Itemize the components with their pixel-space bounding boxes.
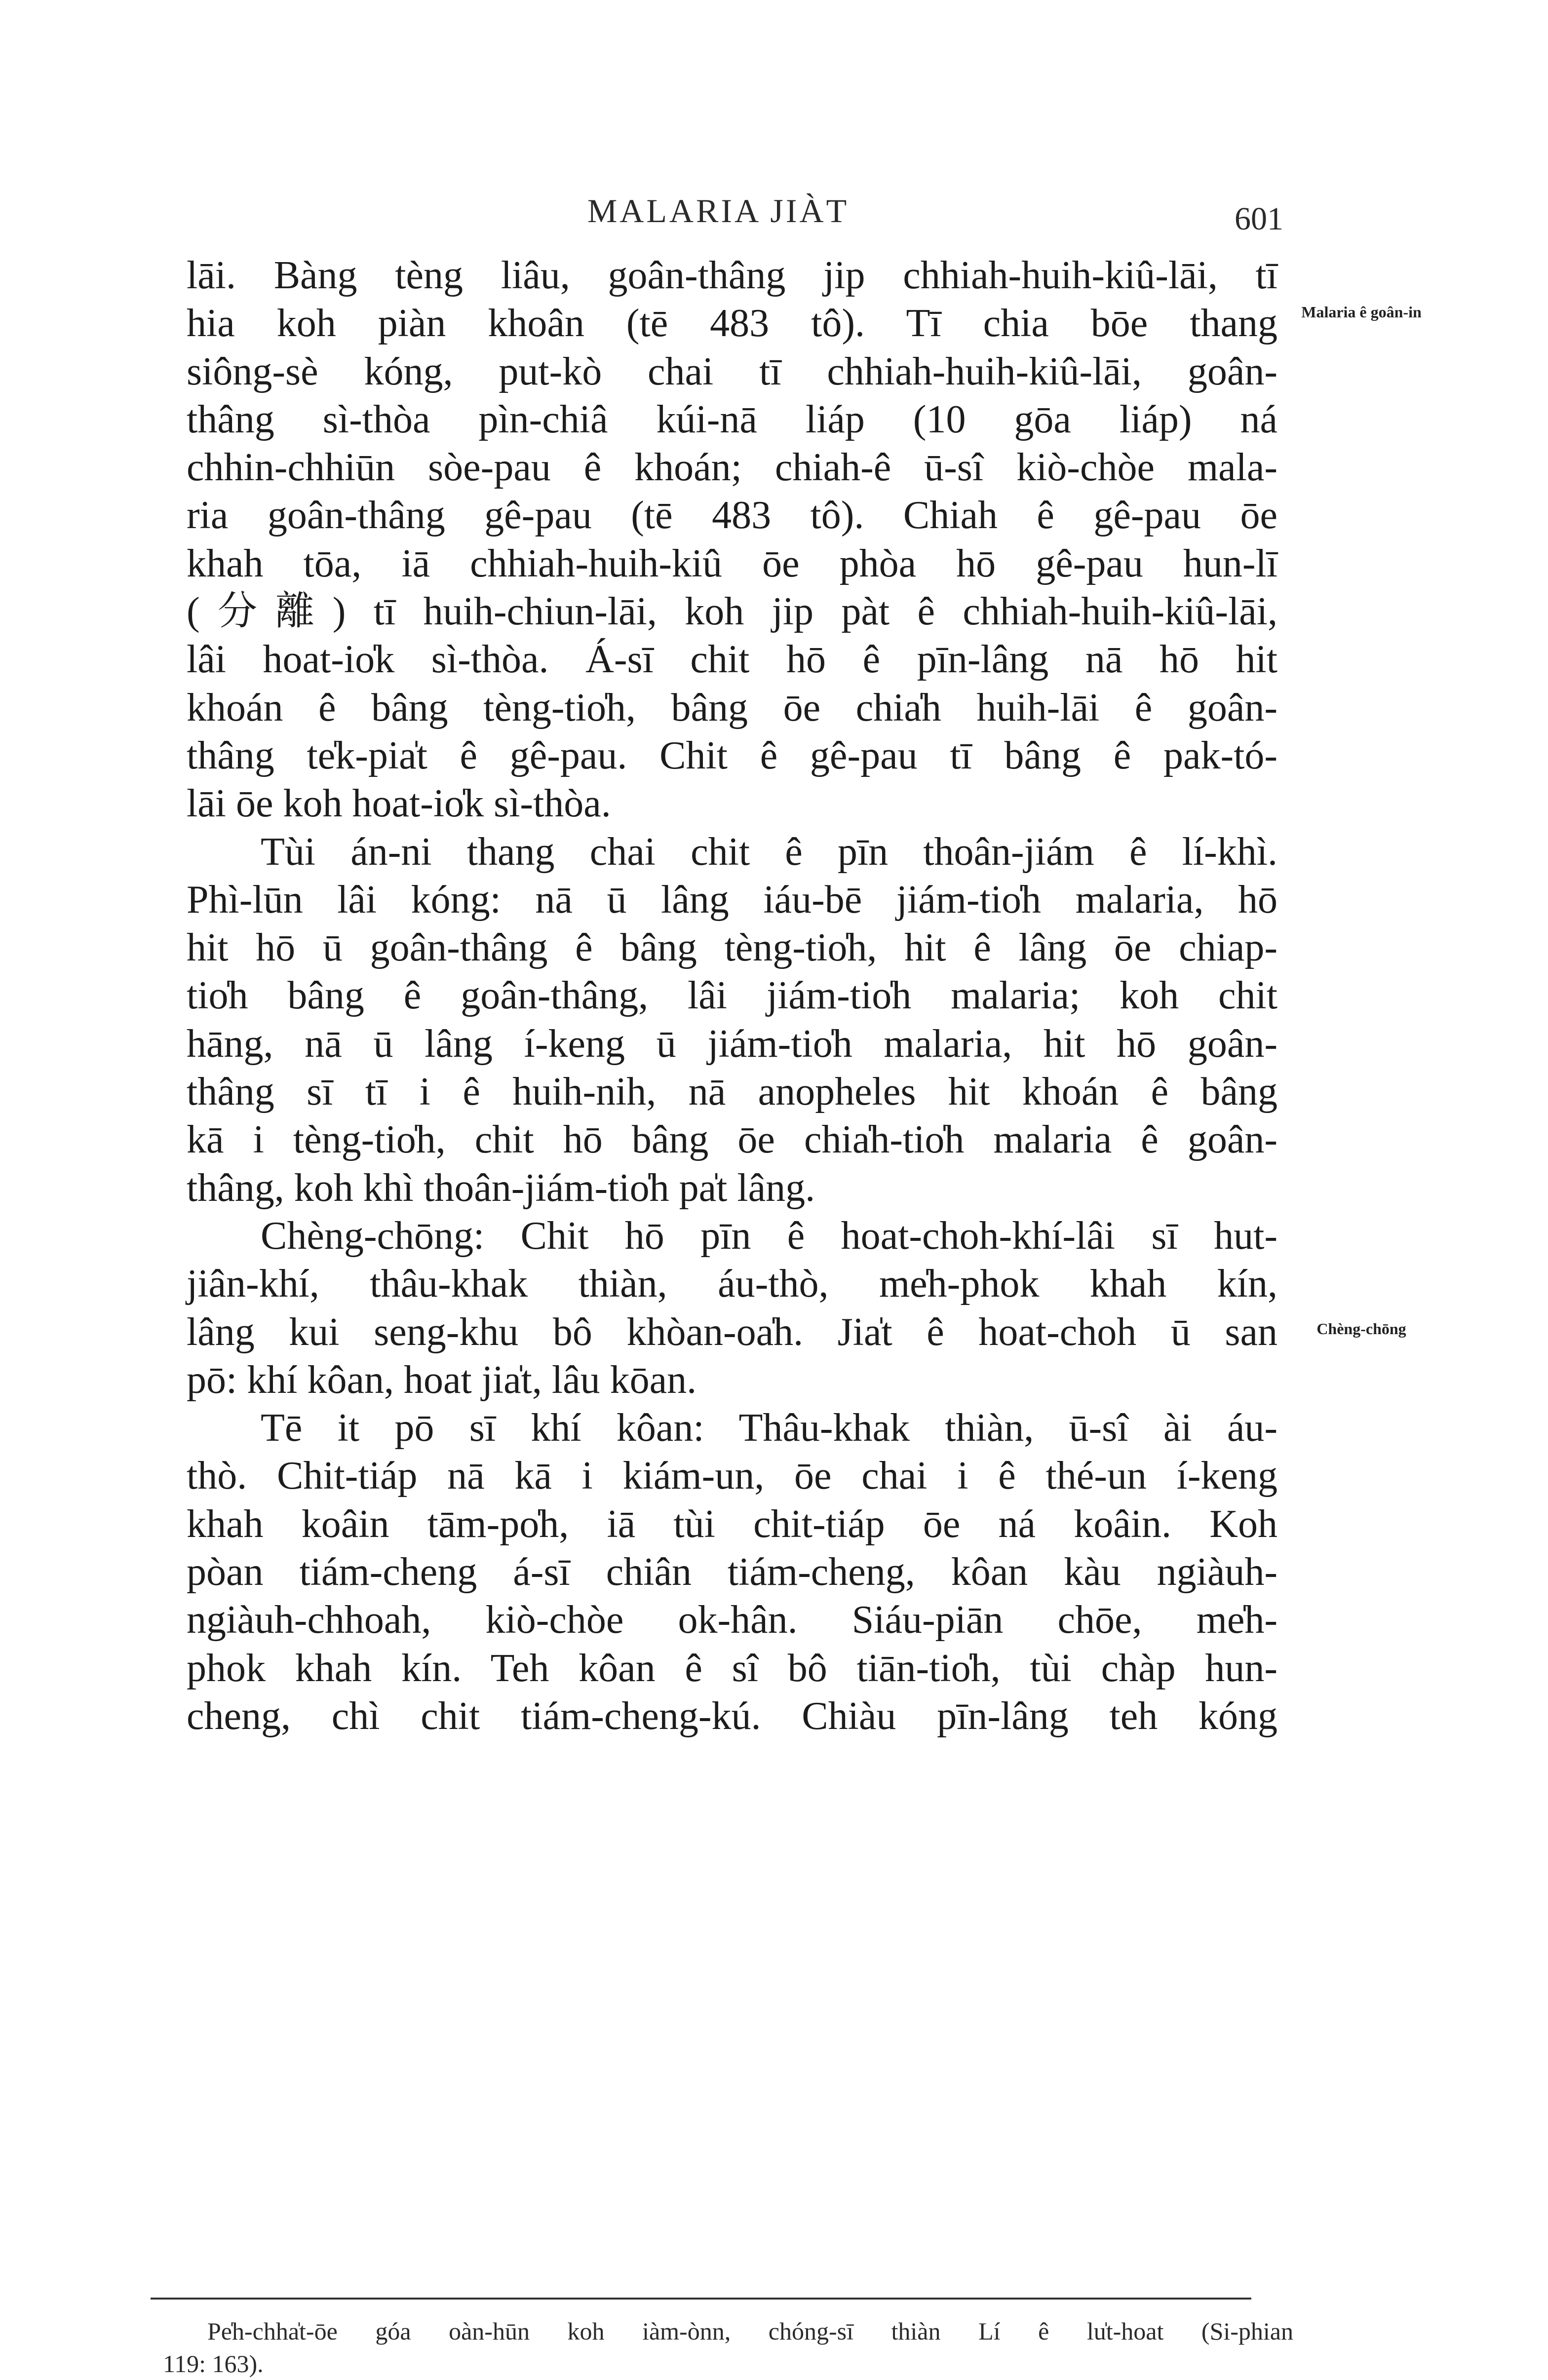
text-line: hāng, nā ū lâng í-keng ū jiám-tio̍h malaria, hit hō goân-	[187, 1022, 1277, 1066]
text-line: Chèng-chōng: Chit hō pīn ê hoat-choh-khí-lâi sī hut-	[261, 1214, 1277, 1258]
text-line: Tùi án-ni thang chai chit ê pīn thoân-jiám ê lí-khì.	[261, 830, 1277, 874]
text-line: lāi ōe koh hoat-io̍k sì-thòa.	[187, 782, 611, 826]
page-number: 601	[1235, 201, 1283, 237]
text-line: khah koâin tām-po̍h, iā tùi chit-tiáp ōe ná koâin. Koh	[187, 1502, 1277, 1546]
text-line: lâng kui seng-khu bô khòan-oa̍h. Jia̍t ê hoat-choh ū san	[187, 1310, 1277, 1354]
margin-note-malaria-origin: Malaria ê goân-in	[1301, 303, 1422, 321]
text-line: thâng sī tī i ê huih-nih, nā anopheles hit khoán ê bâng	[187, 1070, 1277, 1114]
text-line: hit hō ū goân-thâng ê bâng tèng-tio̍h, hit ê lâng ōe chiap-	[187, 926, 1277, 970]
margin-note-symptoms: Chèng-chōng	[1316, 1320, 1406, 1338]
running-head	[153, 192, 1283, 236]
footnote-line: 119: 163).	[163, 2350, 264, 2378]
footnote	[163, 2315, 1293, 2380]
text-line: Phì-lūn lâi kóng: nā ū lâng iáu-bē jiám-tio̍h malaria, hō	[187, 878, 1277, 921]
text-line: Tē it pō sī khí kôan: Thâu-khak thiàn, ū-sî ài áu-	[261, 1406, 1277, 1450]
running-title: MALARIA JIÀT	[587, 192, 850, 230]
text-line: ria goân-thâng gê-pau (tē 483 tô). Chiah ê gê-pau ōe	[187, 494, 1277, 537]
text-line: thâng sì-thòa pìn-chiâ kúi-nā liáp (10 gōa liáp) ná	[187, 397, 1277, 441]
text-line: khoán ê bâng tèng-tio̍h, bâng ōe chia̍h huih-lāi ê goân-	[187, 686, 1277, 729]
text-line: ngiàuh-chhoah, kiò-chòe ok-hân. Siáu-piān chōe, me̍h-	[187, 1598, 1277, 1642]
text-line: thâng te̍k-pia̍t ê gê-pau. Chit ê gê-pau tī bâng ê pak-tó-	[187, 733, 1277, 777]
text-line: jiân-khí, thâu-khak thiàn, áu-thò, me̍h-phok khah kín,	[187, 1262, 1277, 1306]
text-line: cheng, chì chit tiám-cheng-kú. Chiàu pīn-lâng teh kóng	[187, 1694, 1277, 1738]
text-line: thò. Chit-tiáp nā kā i kiám-un, ōe chai i ê thé-un í-keng	[187, 1454, 1277, 1498]
text-line: siông-sè kóng, put-kò chai tī chhiah-huih-kiû-lāi, goân-	[187, 349, 1277, 393]
text-line: khah tōa, iā chhiah-huih-kiû ōe phòa hō gê-pau hun-lī	[187, 541, 1277, 585]
text-line: tio̍h bâng ê goân-thâng, lâi jiám-tio̍h malaria; koh chit	[187, 974, 1277, 1018]
text-line: (分離) tī huih-chiun-lāi, koh jip pàt ê chhiah-huih-kiû-lāi,	[187, 590, 1277, 634]
footnote-divider	[151, 2298, 1251, 2300]
text-line: kā i tèng-tio̍h, chit hō bâng ōe chia̍h-tio̍h malaria ê goân-	[187, 1118, 1277, 1162]
text-line: lāi. Bàng tèng liâu, goân-thâng jip chhiah-huih-kiû-lāi, tī	[187, 254, 1277, 297]
text-line: pòan tiám-cheng á-sī chiân tiám-cheng, kôan kàu ngiàuh-	[187, 1550, 1277, 1594]
text-line: chhin-chhiūn sòe-pau ê khoán; chiah-ê ū-sî kiò-chòe mala-	[187, 446, 1277, 490]
footnote-line: Pe̍h-chha̍t-ōe góa oàn-hūn koh iàm-ònn, chóng-sī thiàn Lí ê lu̍t-hoat (Si-phian	[207, 2317, 1293, 2345]
text-line: phok khah kín. Teh kôan ê sî bô tiān-tio̍h, tùi chàp hun-	[187, 1646, 1277, 1690]
text-line: pō: khí kôan, hoat jia̍t, lâu kōan.	[187, 1358, 697, 1402]
body-text	[187, 252, 1277, 1740]
text-line: lâi hoat-io̍k sì-thòa. Á-sī chit hō ê pīn-lâng nā hō hit	[187, 638, 1277, 682]
text-line: thâng, koh khì thoân-jiám-tio̍h pa̍t lâng.	[187, 1166, 815, 1210]
text-line: hia koh piàn khoân (tē 483 tô). Tī chia bōe thang	[187, 302, 1277, 345]
